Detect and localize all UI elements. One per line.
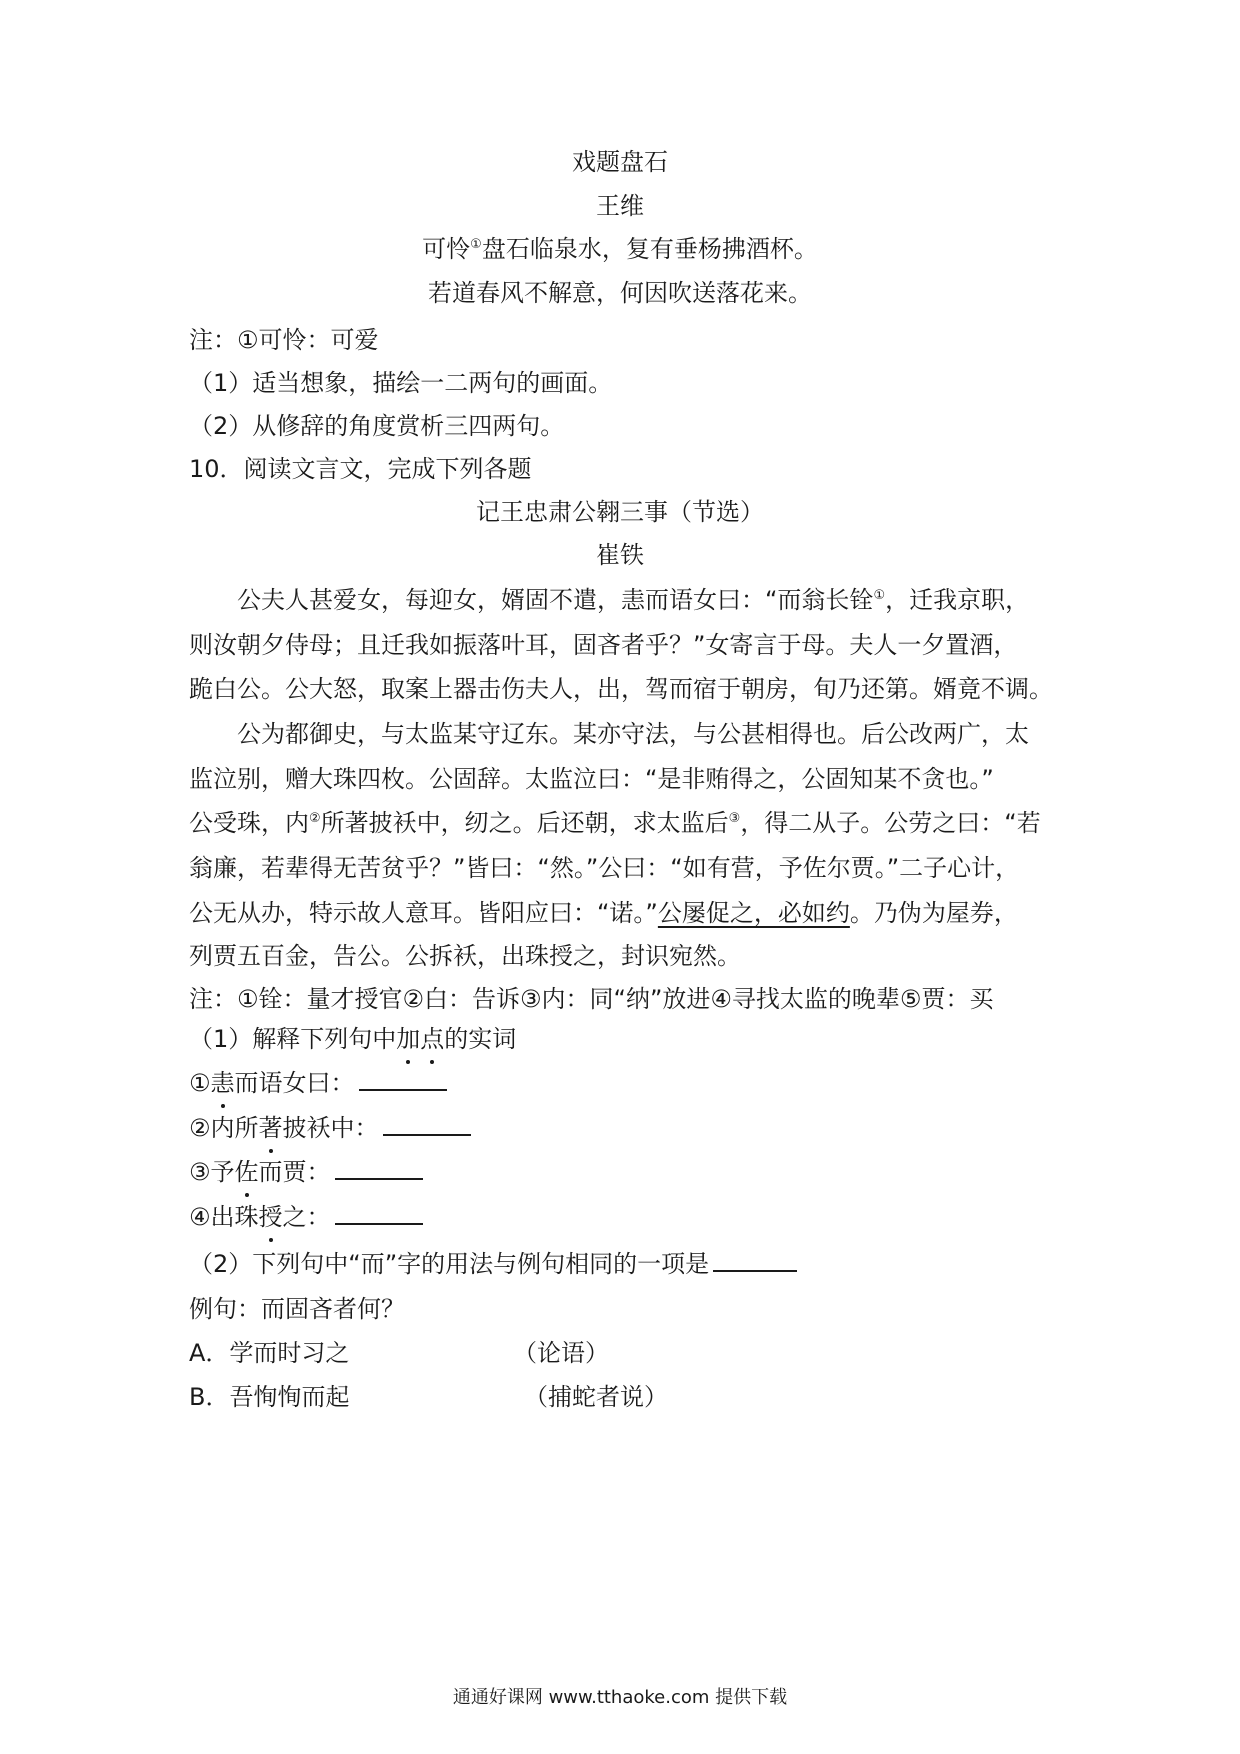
underlined-sentence: 公屡促之，必如约 xyxy=(657,899,850,927)
option-b-source: （捕蛇者说） xyxy=(524,1383,668,1411)
passage-p1-line-1: 公夫人甚爱女，每迎女，婿固不遣，恚而语女曰：“而翁长铨①，迁我京职， xyxy=(237,586,1030,614)
answer-blank[interactable] xyxy=(713,1248,797,1272)
dotted-char: 恚 xyxy=(210,1069,235,1097)
vocab-item-1: ①恚而语女曰： xyxy=(189,1067,447,1099)
poem-author: 王维 xyxy=(596,192,644,220)
passage-title: 记王忠肃公翱三事（节选） xyxy=(476,498,764,526)
passage-p1-line-3: 跪白公。公大怒，取案上器击伤夫人，出，驾而宿于朝房，旬乃还第。婿竟不调。 xyxy=(189,675,1053,703)
example-sentence: 例句：而固吝者何？ xyxy=(189,1295,405,1323)
poem-title: 戏题盘石 xyxy=(572,148,668,176)
vocab-item-4: ④出珠授之： xyxy=(189,1201,423,1233)
answer-blank[interactable] xyxy=(335,1201,423,1225)
footnote-mark: ② xyxy=(309,811,321,826)
footnote-mark: ③ xyxy=(728,811,741,826)
vocab-item-3: ③予佐而贾： xyxy=(189,1156,423,1188)
dotted-char: 著 xyxy=(258,1114,283,1142)
dotted-char: 佐 xyxy=(234,1158,259,1186)
footnote-mark: ① xyxy=(873,588,886,603)
passage-p2-line-6: 列贾五百金，告公。公拆袄，出珠授之，封识宛然。 xyxy=(189,942,741,970)
sub-question-1-label: （1）解释下列句中加点的实词 xyxy=(189,1025,517,1053)
passage-p2-line-1: 公为都御史，与太监某守辽东。某亦守法，与公甚相得也。后公改两广，太 xyxy=(237,720,1029,748)
dotted-char: 授 xyxy=(258,1203,283,1231)
poem-note: 注：①可怜：可爱 xyxy=(189,326,379,354)
passage-p2-line-4: 翁廉，若辈得无苦贫乎？”皆曰：“然。”公曰：“如有营，予佐尔贾。”二子心计， xyxy=(189,854,1020,882)
passage-p2-line-3: 公受珠，内②所著披袄中，纫之。后还朝，求太监后③，得二从子。公劳之曰：“若 xyxy=(189,809,1041,837)
option-a-source: （论语） xyxy=(513,1339,609,1367)
option-a[interactable]: A．学而时习之 xyxy=(189,1339,350,1367)
passage-p2-line-2: 监泣别，赠大珠四枚。公固辞。太监泣曰：“是非贿得之，公固知某不贪也。” xyxy=(189,765,994,793)
passage-p2-line-5: 公无从办，特示故人意耳。皆阳应曰：“诺。”公屡促之，必如约。乃伪为屋券， xyxy=(189,899,1018,927)
poem-line-2: 若道春风不解意，何因吹送落花来。 xyxy=(428,279,812,307)
poem-question-1: （1）适当想象，描绘一二两句的画面。 xyxy=(189,369,613,397)
page-footer: 通通好课网 www.tthaoke.com 提供下载 xyxy=(452,1687,788,1708)
poem-question-2: （2）从修辞的角度赏析三四两句。 xyxy=(189,412,565,440)
footnote-mark: ① xyxy=(470,237,482,252)
poem-line-1: 可怜①盘石临泉水，复有垂杨拂酒杯。 xyxy=(422,235,818,263)
option-b[interactable]: B．吾恂恂而起 xyxy=(189,1383,350,1411)
question-10-heading: 10．阅读文言文，完成下列各题 xyxy=(189,455,532,483)
passage-author: 崔铁 xyxy=(596,541,644,569)
answer-blank[interactable] xyxy=(359,1067,447,1091)
vocab-item-2: ②内所著披袄中： xyxy=(189,1112,471,1144)
sub-question-2-label: （2）下列句中“而”字的用法与例句相同的一项是 xyxy=(189,1248,797,1280)
passage-p1-line-2: 则汝朝夕侍母；且迁我如振落叶耳，固吝者乎？”女寄言于母。夫人一夕置酒， xyxy=(189,631,1018,659)
answer-blank[interactable] xyxy=(383,1112,471,1136)
answer-blank[interactable] xyxy=(335,1156,423,1180)
passage-note: 注：①铨：量才授官②白：告诉③内：同“纳”放进④寻找太监的晚辈⑤贾：买 xyxy=(189,985,994,1013)
